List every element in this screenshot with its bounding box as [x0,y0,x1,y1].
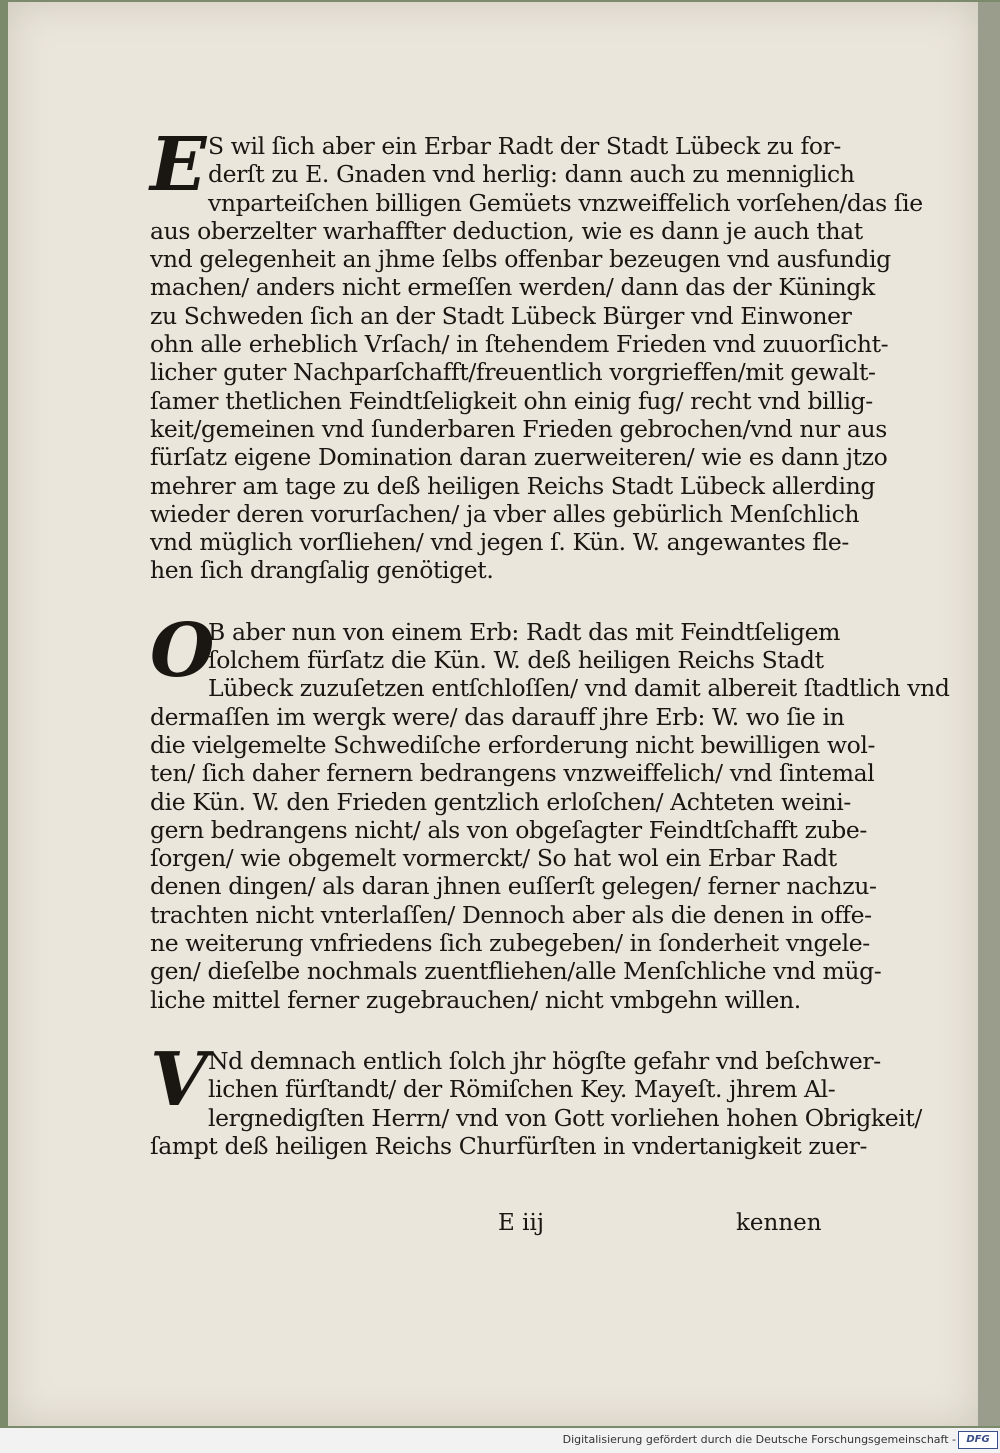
text-line: keit/gemeinen vnd ſunderbaren Frieden gebrochen/vnd nur aus [150,414,887,443]
text-line: dermaſſen im wergk were/ das darauff jhre Erb: W. wo ſie in [150,702,845,731]
text-line: wieder deren vorurſachen/ ja vber alles gebürlich Menſchlich [150,499,860,528]
text-line: zu Schweden ſich an der Stadt Lübeck Bürger vnd Einwoner [150,301,852,330]
text-line: S wil ſich aber ein Erbar Radt der Stadt Lübeck zu for- [208,132,841,160]
text-line: aus oberzelter warhaffter deduction, wie es dann je auch that [150,216,863,245]
drop-cap-o: O [150,607,215,694]
text-line: lichen fürſtandt/ der Römiſchen Key. Mayeſt. jhrem Al- [208,1075,836,1104]
paragraph-3 [150,1036,922,1160]
text-line: Nd demnach entlich ſolch jhr högſte gefahr vnd beſchwer- [208,1046,881,1075]
text-line: trachten nicht vnterlaſſen/ Dennoch aber als die denen in offe- [150,900,872,929]
text-line: licher guter Nachparſchafft/freuentlich vorgrieffen/mit gewalt- [150,358,876,387]
text-line: vnd gelegenheit an jhme ſelbs offenbar bezeugen vnd ausfundig [150,245,891,274]
text-line: die Kün. W. den Frieden gentzlich erloſchen/ Achteten weini- [150,787,851,816]
page-edge [978,2,1000,1426]
text-line: ſorgen/ wie obgemelt vormerckt/ So hat wol ein Erbar Radt [150,844,837,873]
text-line: derſt zu E. Gnaden vnd herlig: dann auch zu menniglich [208,160,855,189]
signature-mark: E iij [498,1210,544,1236]
text-line: ohn alle erheblich Vrſach/ in ſtehendem Frieden vnd zuuorſicht- [150,330,889,359]
drop-cap-v: V [150,1036,208,1123]
text-line: lergnedigſten Herrn/ vnd von Gott vorliehen hohen Obrigkeit/ [208,1103,922,1132]
text-line: fürſatz eigene Domination daran zuerweiteren/ wie es dann jtzo [150,443,888,472]
text-line: denen dingen/ als daran jhnen euſſerſt gelegen/ ferner nachzu- [150,872,877,901]
text-line: B aber nun von einem Erb: Radt das mit Feindtſeligem [208,617,840,646]
dfg-logo-icon: DFG [958,1431,998,1449]
main-text [150,122,950,1160]
text-line: ſolchem fürſatz die Kün. W. deß heiligen Reichs Stadt [208,646,824,675]
text-line: ten/ ſich daher fernern bedrangens vnzweiffelich/ vnd ſintemal [150,759,875,788]
catchword: kennen [736,1210,822,1236]
paragraph-1 [150,122,923,585]
text-line: die vielgemelte Schwediſche erforderung nicht bewilligen wol- [150,730,876,759]
text-line: gen/ dieſelbe nochmals zuentfliehen/alle Menſchliche vnd müg- [150,957,882,986]
paragraph-2 [150,607,950,1014]
text-line: Lübeck zuzuſetzen entſchloſſen/ vnd damit albereit ſtadtlich vnd [208,674,950,703]
drop-cap-e: E [150,122,207,208]
text-line: vnparteiſchen billigen Gemüets vnzweiffelich vorſehen/das ſie [208,188,923,217]
text-line: mehrer am tage zu deß heiligen Reichs Stadt Lübeck allerding [150,471,875,500]
digitization-credit: Digitalisierung gefördert durch die Deutsche Forschungsgemeinschaft - [562,1433,956,1446]
text-line: machen/ anders nicht ermeſſen werden/ dann das der Küningk [150,273,875,302]
text-line: ſamer thetlichen Feindtſeligkeit ohn einig fug/ recht vnd billig- [150,386,873,415]
text-line: vnd müglich vorſliehen/ vnd jegen ſ. Kün. W. angewantes fle- [150,528,849,557]
text-line: liche mittel ferner zugebrauchen/ nicht vmbgehn willen. [150,985,801,1014]
text-line: ne weiterung vnfriedens ſich zubegeben/ in ſonderheit vngele- [150,929,870,958]
text-line: ſampt deß heiligen Reichs Churfürſten in vndertanigkeit zuer- [150,1131,867,1160]
text-line: gern bedrangens nicht/ als von obgeſagter Feindtſchafft zube- [150,815,867,844]
text-line: hen ſich drangſalig genötiget. [150,556,494,585]
